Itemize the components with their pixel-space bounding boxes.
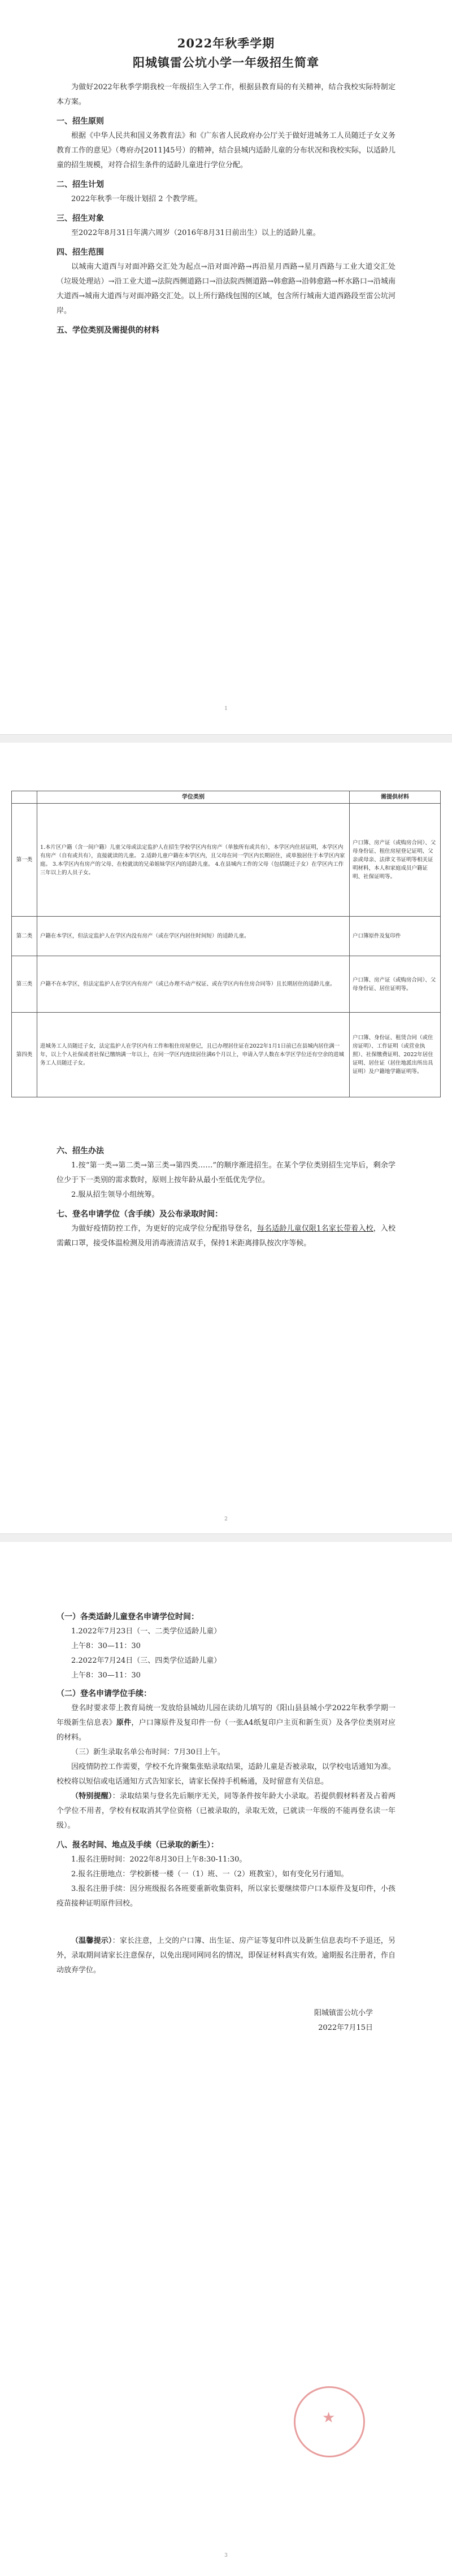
page-3 <box>0 1542 452 2576</box>
school-seal-stamp <box>294 2386 365 2457</box>
category-description: 进城务工人员随迁子女，法定监护人在学区内有工作和租住房屋登记，且已办理居住证在2022年1月1日前已在县城内居住满一年，以上个人社保或者社保已缴纳满一年以上，在同一学区内连续居住满6个月以上，申请入学人数在本学区学位还有空余的进城务工人员随迁子女。 <box>37 1013 350 1097</box>
table-row <box>12 1013 441 1097</box>
table-row <box>12 917 441 956</box>
page-2-content <box>56 1144 395 1251</box>
table-row <box>12 804 441 917</box>
section-5-heading: 五、学位类别及需提供的材料 <box>56 326 159 335</box>
section-1-text: 根据《中华人民共和国义务教育法》和《广东省人民政府办公厅关于做好进城务工人员随迁子女义务教育工作的意见》（粤府办[2011]45号）的精神，结合县城内适龄儿童的分布状况和我校实际，以适龄儿童的招生规模，对符合招生条件的适龄儿童进行学位分配。 <box>56 132 395 169</box>
section-8-heading: 八、报名时间、地点及手续（已录取的新生）： <box>56 1841 219 1850</box>
category-cell: 第四类 <box>12 1013 37 1097</box>
registration-time: 1.报名注册时间：2022年8月30日上午8:30-11:30。 <box>71 1855 247 1864</box>
application-procedure-b: ，户口簿原件及复印件一份（一张A4纸复印户主页和新生页）及各学位类别对应的材料。 <box>56 1719 395 1742</box>
table-row <box>12 956 441 1013</box>
subsection-2-heading: （二）登名申请学位手续： <box>56 1689 151 1698</box>
special-reminder-label: （特别提醒） <box>71 1792 112 1801</box>
subsection-1-heading: （一）各类适龄儿童登名申请学位时间： <box>56 1612 199 1622</box>
registration-location: 2.报名注册地点：学校新楼一楼（一（1）班、一（2）班教室），如有变化另行通知。 <box>71 1870 349 1878</box>
section-3-text: 至2022年8月31日年满六周岁（2016年8月31日前出生）以上的适龄儿童。 <box>71 229 320 237</box>
category-materials: 户口簿、房产证（或购房合同）、父母身份证、租住房屋登记证明、父亲或母亲、法律文书证明等相关证明材料，本人和家庭成员户籍证明、社保证明等。 <box>350 804 441 917</box>
category-materials: 户口簿原件及复印件 <box>350 917 441 956</box>
table-header-cell <box>12 791 37 804</box>
category-materials: 户口簿、房产证（或购房合同）、父母身份证、居住证明等。 <box>350 956 441 1013</box>
section-6-heading: 六、招生办法 <box>56 1147 104 1156</box>
category-cell: 第三类 <box>12 956 37 1013</box>
table-header-cell: 学位类别 <box>37 791 350 804</box>
page-number: 3 <box>224 2553 228 2558</box>
section-7-text-underlined: 每名适龄儿童仅限1名家长带着入校 <box>257 1224 373 1233</box>
section-6-text-1: 1.按“第一类→第二类→第三类→第四类……”的顺序渐进招生。在某个学位类别招生完毕后，剩余学位少于下一类别的需求数时，原则上按年龄从最小至低优先学位。 <box>56 1161 395 1184</box>
section-2-heading: 二、招生计划 <box>56 180 104 189</box>
section-1-heading: 一、招生原则 <box>56 117 104 126</box>
category-description: 1.本片区户籍（含一间户籍）儿童父母或法定监护人在招生学校学区内有房产（单独所有或共有），本学区内住居证明，本学区内有房产（自有或共有），直接就读的儿童。 2.适龄儿童户籍在本学区内，且父母在同一学区内长期居住，或单独居住于本学区内家庭。 3.本学区内有房产的父母、在校就读的兄弟姐妹学区内的适龄儿童。 4.在县城内工作的父母（包括随迁子女）在学区内工作三年以上的人员子女。 <box>37 804 350 917</box>
section-3-heading: 三、招生对象 <box>56 214 104 223</box>
section-7-text <box>56 1222 395 1251</box>
section-6-text-2: 2.服从招生领导小组统筹。 <box>71 1191 159 1199</box>
signature-school: 阳城镇雷公坑小学 <box>314 2009 373 2017</box>
signature-date: 2022年7月15日 <box>318 2024 373 2032</box>
time-slot-1-hours: 上午8：30—11：30 <box>71 1642 141 1650</box>
page-1-content <box>56 34 395 338</box>
table-header-cell: 需提供材料 <box>350 791 441 804</box>
application-procedure-bold: 原件 <box>116 1719 132 1727</box>
warm-reminder-label: （温馨提示） <box>71 1937 112 1945</box>
section-4-heading: 四、招生范围 <box>56 248 104 257</box>
page-number: 2 <box>224 1516 228 1522</box>
category-cell: 第一类 <box>12 804 37 917</box>
time-slot-1: 1.2022年7月23日（一、二类学位适龄儿童） <box>71 1627 221 1636</box>
application-procedure-a: 登名时要求带上教育局统一发放给县城幼儿园在读幼儿填写的《阳山县县城小学2022年秋季学期一年级新生信息表》 <box>56 1704 395 1727</box>
section-7-heading: 七、登名申请学位（含手续）及公布录取时间： <box>56 1210 223 1219</box>
page-number: 1 <box>224 706 228 712</box>
application-procedure <box>56 1701 395 1745</box>
category-description: 户籍不在本学区，但法定监护人在学区内有房产（或已办理不动产权证、或在学区内有住房合同等）且长期居住的适龄儿童。 <box>37 956 350 1013</box>
section-7-text-a: 为做好疫情防控工作，为更好的完成学位分配指导登名， <box>71 1224 257 1233</box>
registration-procedure: 3.报名注册手续：因分班级报名各班要重新收集资料，所以家长要继续带户口本原件及复印件，小孩疫苗接种证明原件回校。 <box>56 1885 395 1908</box>
page-1 <box>0 0 452 734</box>
category-materials: 户口簿、身份证、租赁合同（或住房证明）、工作证明（或营业执照）、社保缴费证明、2022年居住证明、居住证（居住地派出所出具证明）及户籍地学籍证明等。 <box>350 1013 441 1097</box>
page-3-content <box>56 1610 395 2035</box>
special-reminder-text: ：录取结果与登名先后顺序无关，同等条件按年龄大小录取。若提供假材料者及占着两个学位不用者，学校有权取消其学位资格（已被录取的，录取无效，已就读一年级的不能再登名读一年级）。 <box>56 1792 395 1830</box>
title-line-2: 阳城镇雷公坑小学一年级招生简章 <box>133 55 319 69</box>
special-reminder <box>56 1789 395 1833</box>
page-separator <box>0 1533 452 1542</box>
section-4-text: 以城南大道西与对面冲路交汇处为起点→沿对面冲路→再沿星月西路→星月西路与工业大道交汇处（垃圾处理站）→沿工业大道→法院西侧道路口→沿法院西侧道路→韩愈路→沿韩愈路→杯水路口→沿城南大道西→城南大道西与对面冲路交汇处。以上所行路线包围的区域，包含所行城南大道西路段至雷公坑河岸。 <box>56 263 395 315</box>
time-slot-2: 2.2022年7月24日（三、四类学位适龄儿童） <box>71 1657 221 1665</box>
category-cell: 第二类 <box>12 917 37 956</box>
subsection-3-heading: （三）新生录取名单公布时间：7月30日上午。 <box>71 1748 225 1756</box>
section-2-text: 2022年秋季一年级计划招 2 个教学班。 <box>71 195 202 203</box>
title-line-1: 2022年秋季学期 <box>177 36 275 50</box>
table-header-row <box>12 791 441 804</box>
page-2 <box>0 743 452 1533</box>
warm-reminder-text: ：家长注意，上交的户口簿、出生证、房产证等复印件以及新生信息表均不予退还，另外，录取期间请家长注意保存，以免出现同网同名的情况，即保证材料真实有效。逾期报名注册者，作自动放弃学位。 <box>56 1937 395 1975</box>
page-separator <box>0 734 452 743</box>
category-description: 户籍在本学区，但法定监护人在学区内没有房产（或在学区内居住时间短）的适龄儿童。 <box>37 917 350 956</box>
warm-reminder <box>56 1934 395 1978</box>
admission-category-table <box>11 791 441 1097</box>
section-7-text-b: ，入校需戴口罩，接受体温检测及用消毒液清洁双手，保持1米距离排队按次序等候。 <box>56 1224 395 1248</box>
intro-paragraph: 为做好2022年秋季学期我校一年级招生入学工作，根据县教育局的有关精神，结合我校实际特制定本方案。 <box>56 83 395 106</box>
time-slot-2-hours: 上午8：30—11：30 <box>71 1671 141 1680</box>
notification-paragraph: 因疫情防控工作需要，学校不允许聚集张贴录取结果，适龄儿童是否被录取，以学校电话通知为准。校校将以短信或电话通知方式告知家长，请家长保持手机畅通，及时留意有关信息。 <box>56 1763 395 1786</box>
